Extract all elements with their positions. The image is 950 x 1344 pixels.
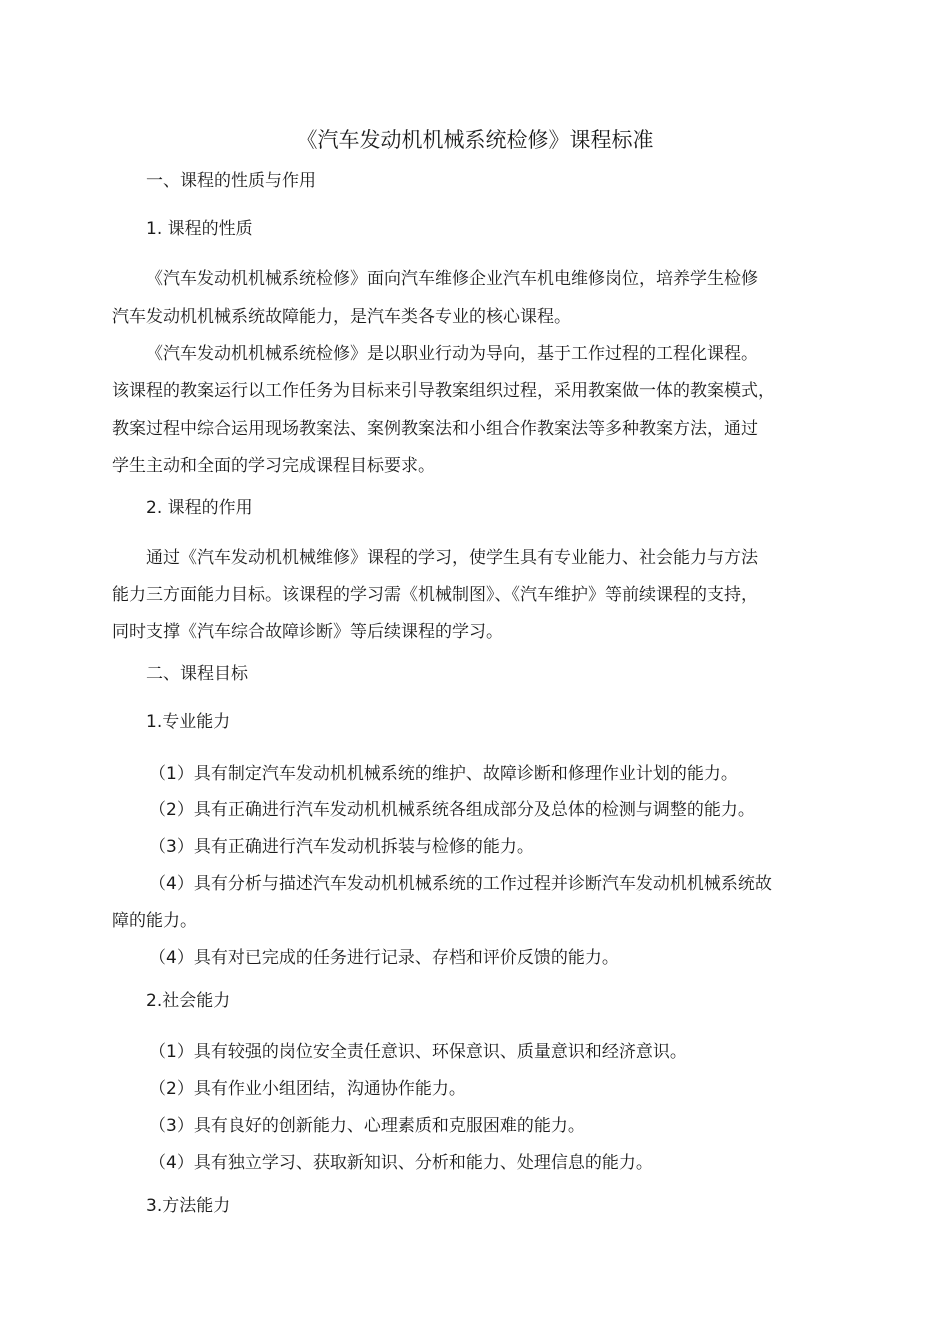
- subheading-professional-ability: 1.专业能力: [146, 712, 231, 732]
- list-item-continuation: 障的能力。: [112, 911, 197, 931]
- list-item: （1）具有较强的岗位安全责任意识、环保意识、质量意识和经济意识。: [149, 1042, 687, 1062]
- list-item: （2）具有正确进行汽车发动机机械系统各组成部分及总体的检测与调整的能力。: [149, 800, 755, 820]
- paragraph-line: 通过《汽车发动机机械维修》课程的学习，使学生具有专业能力、社会能力与方法: [146, 548, 758, 568]
- subheading-social-ability: 2.社会能力: [146, 991, 231, 1011]
- section-heading-nature-role: 一、课程的性质与作用: [146, 171, 316, 191]
- paragraph-line: 汽车发动机机械系统故障能力，是汽车类各专业的核心课程。: [112, 307, 571, 327]
- paragraph-line: 《汽车发动机机械系统检修》是以职业行动为导向，基于工作过程的工程化课程。: [146, 344, 758, 364]
- subheading-course-nature: 1. 课程的性质: [146, 219, 253, 239]
- paragraph-line: 能力三方面能力目标。该课程的学习需《机械制图》、《汽车维护》等前续课程的支持，: [112, 585, 758, 605]
- list-item: （3）具有正确进行汽车发动机拆装与检修的能力。: [149, 837, 534, 857]
- paragraph-line: 该课程的教案运行以工作任务为目标来引导教案组织过程，采用教案做一体的教案模式，: [112, 381, 775, 401]
- list-item: （4）具有对已完成的任务进行记录、存档和评价反馈的能力。: [149, 948, 619, 968]
- document-title: 《汽车发动机机械系统检修》课程标准: [296, 128, 654, 152]
- list-item: （4）具有分析与描述汽车发动机机械系统的工作过程并诊断汽车发动机机械系统故: [149, 874, 772, 894]
- list-item: （3）具有良好的创新能力、心理素质和克服困难的能力。: [149, 1116, 585, 1136]
- paragraph-line: 《汽车发动机机械系统检修》面向汽车维修企业汽车机电维修岗位，培养学生检修: [146, 269, 758, 289]
- list-item: （4）具有独立学习、获取新知识、分析和能力、处理信息的能力。: [149, 1153, 653, 1173]
- paragraph-line: 学生主动和全面的学习完成课程目标要求。: [112, 456, 435, 476]
- section-heading-course-goals: 二、课程目标: [146, 664, 248, 684]
- list-item: （2）具有作业小组团结，沟通协作能力。: [149, 1079, 466, 1099]
- paragraph-line: 同时支撑《汽车综合故障诊断》等后续课程的学习。: [112, 622, 503, 642]
- paragraph-line: 教案过程中综合运用现场教案法、案例教案法和小组合作教案法等多种教案方法，通过: [112, 419, 758, 439]
- subheading-course-role: 2. 课程的作用: [146, 498, 253, 518]
- subheading-method-ability: 3.方法能力: [146, 1196, 231, 1216]
- list-item: （1）具有制定汽车发动机机械系统的维护、故障诊断和修理作业计划的能力。: [149, 764, 738, 784]
